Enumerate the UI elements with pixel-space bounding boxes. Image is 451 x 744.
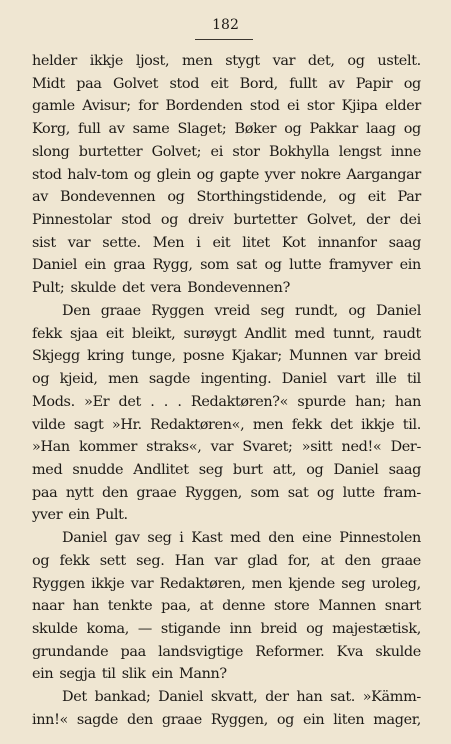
text-word: og [133,166,151,183]
text-word: i [196,234,201,251]
text-word: men [182,53,213,69]
text-word: raudt [383,325,421,342]
text-word: det [330,416,353,433]
text-word: stod [121,212,151,229]
text-word: ikkje [361,416,395,433]
text-word: var [130,575,154,592]
text-word: den [101,484,128,501]
text-word: Bondevennen? [187,280,290,297]
text-line [32,436,421,459]
text-word: Bokhylla [269,143,330,160]
text-word: gamle [32,98,75,115]
text-word: grundande [32,643,109,660]
text-word: same [132,121,170,138]
text-word: store [274,598,310,615]
text-word: Pinnestolen [339,530,421,547]
text-word: helder [32,53,77,69]
text-word: den [344,552,371,569]
text-line [32,527,421,550]
text-word: Bondevennen [59,189,156,206]
text-line [32,345,421,368]
text-word: skulde [70,280,117,297]
text-word: og [264,257,282,274]
text-word: at [320,552,335,569]
text-word: slong [32,143,70,160]
text-line [32,209,421,232]
text-word: men [251,575,282,592]
text-word: Munnen [289,348,348,365]
text-word: kring [87,348,125,365]
text-word: graae [100,302,141,319]
text-line [32,414,421,437]
text-word: han [72,598,99,615]
text-word: Golvet [112,75,159,92]
text-line [32,277,421,300]
text-word: glein [156,166,191,183]
text-word: naar [32,598,64,615]
text-word: tenkte [107,598,153,615]
text-word: Daniel [62,530,108,547]
text-word: kommer [79,439,137,456]
text-word: av [32,189,49,206]
text-word: ned!« [341,439,382,456]
text-word: dreiv [188,212,224,229]
text-word: denne [222,598,266,615]
text-word: Golvet, [306,212,357,229]
text-word: Ryggen, [184,484,242,501]
text-word: med [230,530,261,547]
text-word: surøygt [183,325,237,342]
text-word: men [108,371,139,388]
text-word: Kast [191,530,223,547]
page-number: 182 [212,17,239,33]
text-word: graae [161,711,202,728]
text-word: elder [384,98,421,115]
text-line [32,232,421,255]
text-word: Pakkar [309,121,358,138]
text-line [32,50,421,73]
text-word: inn [229,620,252,637]
text-word: kjende [288,575,335,592]
text-line [32,709,421,732]
text-word: mager, [373,711,421,728]
text-word: eit [367,189,386,206]
text-word: paa [76,75,102,92]
text-word: eit [105,325,124,342]
text-word: sist [32,234,56,251]
text-word: Golvet; [151,143,202,160]
text-word: var [272,53,296,69]
text-word: sagde [148,371,191,388]
text-word: . [177,393,182,410]
text-word: Storthingstidende, [196,189,327,206]
text-word: Kjakar; [231,348,282,365]
text-word: Avisur; [82,98,131,115]
text-word: litet [242,234,270,251]
text-word: og [403,75,421,92]
text-word: Ryggen, [210,711,268,728]
text-line [32,618,421,641]
text-word: det [122,280,145,297]
text-word: sat. [330,689,356,706]
text-line [32,368,421,391]
text-word: at [199,598,214,615]
text-word: seg. [136,552,165,569]
text-word: kjeid, [59,371,98,388]
text-word: Daniel [281,371,327,388]
text-word: sat [287,484,309,501]
text-word: og [338,189,356,206]
text-line [32,595,421,618]
text-word: som [200,257,229,274]
text-word: Kjipa [341,98,378,115]
text-line [32,573,421,596]
text-word: var [210,439,234,456]
text-word: Korg, [32,121,70,138]
text-word: ein [399,257,421,274]
text-word: ei [210,143,223,160]
text-word: det, [307,53,335,69]
text-word: Daniel [375,302,421,319]
text-word: og [167,189,185,206]
text-word: ikkje [89,53,123,69]
text-word: Bøker [234,121,277,138]
text-word: og [32,552,50,569]
text-word: seg [341,575,366,592]
text-word: Rygg, [152,257,193,274]
text-word: han; [355,393,386,410]
text-word: koma, [86,620,129,637]
text-word: Andlit [244,325,287,342]
text-word: Mannen [318,598,376,615]
text-word: seg [147,530,172,547]
text-line [32,686,421,709]
text-word: og [316,484,335,501]
text-word: han [394,393,421,410]
text-word: Reformer. [255,643,325,660]
text-word: og [284,121,302,138]
text-word: ei [287,98,300,115]
text-word: som [250,484,280,501]
text-word: seg [198,461,223,478]
text-word: burtetter [233,212,297,229]
text-word: sjaa [70,325,98,342]
text-word: snart [384,598,421,615]
text-word: Papir [355,75,393,92]
text-word: Det [62,689,87,706]
text-word: breid [260,620,298,637]
text-word: glad [247,552,278,569]
text-word: og [160,212,179,229]
text-word: av [328,75,345,92]
text-word: . [150,393,155,410]
text-word: laag [366,121,396,138]
text-word: fram- [383,484,421,501]
text-word: Kot [281,234,306,251]
text-word: vilde [32,416,66,433]
text-word: »Kämm- [362,689,421,706]
text-word: Redaktøren«, [150,416,245,433]
text-word: gapte [219,166,259,183]
body-text [32,50,421,732]
text-line [32,391,421,414]
text-word: og [403,121,421,138]
text-line [32,186,421,209]
text-word: graae [136,484,177,501]
text-word: var [354,348,378,365]
text-word: Slaget; [177,121,227,138]
text-word: ingenting. [200,371,272,388]
text-word: nytt [65,484,94,501]
text-word: bankad; [94,689,151,706]
text-word: snudde [72,461,124,478]
text-word: vreid [214,302,251,319]
text-word: var [214,552,237,569]
text-word: Den [62,302,91,319]
text-word: saag [388,234,421,251]
text-word: var [67,234,91,251]
text-line [32,141,421,164]
text-line [32,95,421,118]
text-word: der [265,689,289,706]
text-word: tunge, [131,348,176,365]
text-word: eine [301,530,332,547]
text-word: halv-tom [67,166,129,183]
text-word: for, [287,552,311,569]
text-word: han [296,689,323,706]
text-word: ein [302,711,325,728]
text-word: til [101,666,116,683]
text-word: Pult; [32,280,65,297]
text-word: sett [99,552,126,569]
text-word: og [348,302,366,319]
text-word: uroleg, [371,575,421,592]
text-word: eit [212,234,231,251]
text-word: Der- [390,439,421,456]
text-word: Svaret; [242,439,293,456]
text-word: ikkje [91,575,125,592]
text-word: full [78,121,101,138]
text-word: til. [402,416,421,433]
text-line [32,118,421,141]
text-line [32,504,421,527]
text-word: breid [384,348,421,365]
text-word: ein [68,507,90,524]
text-word: stygt [225,53,260,69]
text-line [32,254,421,277]
text-word: Ryggen [32,575,85,592]
text-word: der [366,212,390,229]
text-word: Pinnestolar [32,212,112,229]
text-word: nokre [300,166,341,183]
text-word: Skjegg [32,348,80,365]
text-word: med [32,461,63,478]
text-word: sette. [102,234,141,251]
text-word: lutte [342,484,375,501]
text-word: vart [337,371,366,388]
text-word: stod [249,98,280,115]
text-word: segja [59,666,96,683]
text-word: gav [114,530,140,547]
text-word: . [163,393,169,410]
text-word: sagde [76,711,119,728]
text-word: Kva [336,643,364,660]
text-line [32,73,421,96]
text-line [32,550,421,573]
text-word: seg [260,302,285,319]
text-word: tunnt, [332,325,375,342]
text-word: saag [388,461,421,478]
text-word: sat [236,257,257,274]
text-word: Bord, [239,75,278,92]
text-line [32,300,421,323]
text-word: den [127,711,153,728]
text-word: »Hr. [111,416,142,433]
text-word: landsvigtige [158,643,244,660]
text-word: av [108,121,125,138]
text-word: — [137,620,152,637]
text-word: paa [120,643,146,660]
text-word: bleikt, [131,325,176,342]
text-word: straks«, [146,439,202,456]
text-word: majestætisk, [332,620,421,637]
text-word: slik [121,666,146,683]
text-word: stigande [160,620,221,637]
text-line [32,482,421,505]
text-word: yver [32,507,63,524]
text-word: Par [397,189,421,206]
text-word: i [179,530,184,547]
text-word: Redaktøren, [159,575,246,592]
text-word: graae [380,552,421,569]
text-word: posne [182,348,225,365]
text-word: inn!« [32,711,68,728]
text-word: lengst [338,143,382,160]
text-word: med [294,325,325,342]
text-word: Daniel [158,689,204,706]
text-word: Mann? [178,666,227,683]
text-word: fekk [291,416,322,433]
text-word: Mods. [32,393,75,410]
text-word: den [268,530,295,547]
text-word: og [306,461,324,478]
text-word: Redaktøren?« [190,393,289,410]
text-word: framyver [328,257,393,274]
text-word: att, [272,461,297,478]
text-line [32,663,421,686]
text-word: Ryggen [151,302,205,319]
text-word: stor [306,98,335,115]
text-word: for [138,98,159,115]
text-word: dei [399,212,421,229]
text-word: Pult. [95,507,128,524]
text-word: det [118,393,141,410]
text-word: ljost, [135,53,170,69]
text-word: Bordenden [165,98,243,115]
text-word: stod [32,166,62,183]
text-line [32,323,421,346]
text-word: spurde [297,393,346,410]
text-word: Daniel [32,257,78,274]
text-word: graa [113,257,146,274]
text-word: rundt, [295,302,338,319]
text-word: og [347,53,365,69]
text-word: skulde [32,620,78,637]
text-word: og [32,371,50,388]
text-word: »Han [32,439,70,456]
text-word: paa, [161,598,191,615]
text-word: ein [151,666,173,683]
text-word: til [406,371,421,388]
header-rule [195,39,253,40]
text-word: skvatt, [210,689,258,706]
text-line [32,641,421,664]
text-word: »Er [84,393,110,410]
text-word: paa [32,484,58,501]
text-word: liten [333,711,365,728]
text-word: vera [150,280,182,297]
text-word: og [306,620,324,637]
text-word: Han [174,552,205,569]
text-word: lutte [289,257,322,274]
text-word: skulde [375,643,421,660]
text-word: ustelt. [377,53,421,69]
text-word: ille [375,371,397,388]
text-word: men [252,416,284,433]
text-line [32,459,421,482]
text-word: Aargangar [346,166,421,183]
text-word: sagt [73,416,104,433]
text-word: fekk [59,552,90,569]
text-line [32,164,421,187]
text-word: yver [264,166,295,183]
text-word: Andlitet [133,461,189,478]
text-word: stod [169,75,200,92]
text-word: eit [210,75,229,92]
text-word: fekk [32,325,62,342]
text-word: inne [390,143,421,160]
text-word: innanfor [317,234,377,251]
text-word: fullt [289,75,318,92]
text-word: burt [232,461,263,478]
text-word: Midt [32,75,65,92]
text-word: ein [32,666,54,683]
text-word: og [276,711,295,728]
text-word: Men [152,234,185,251]
text-word: »sitt [301,439,333,456]
text-word: og [196,166,214,183]
text-word: stor [232,143,260,160]
text-word: burtetter [78,143,143,160]
text-word: ein [84,257,106,274]
text-word: Daniel [333,461,379,478]
